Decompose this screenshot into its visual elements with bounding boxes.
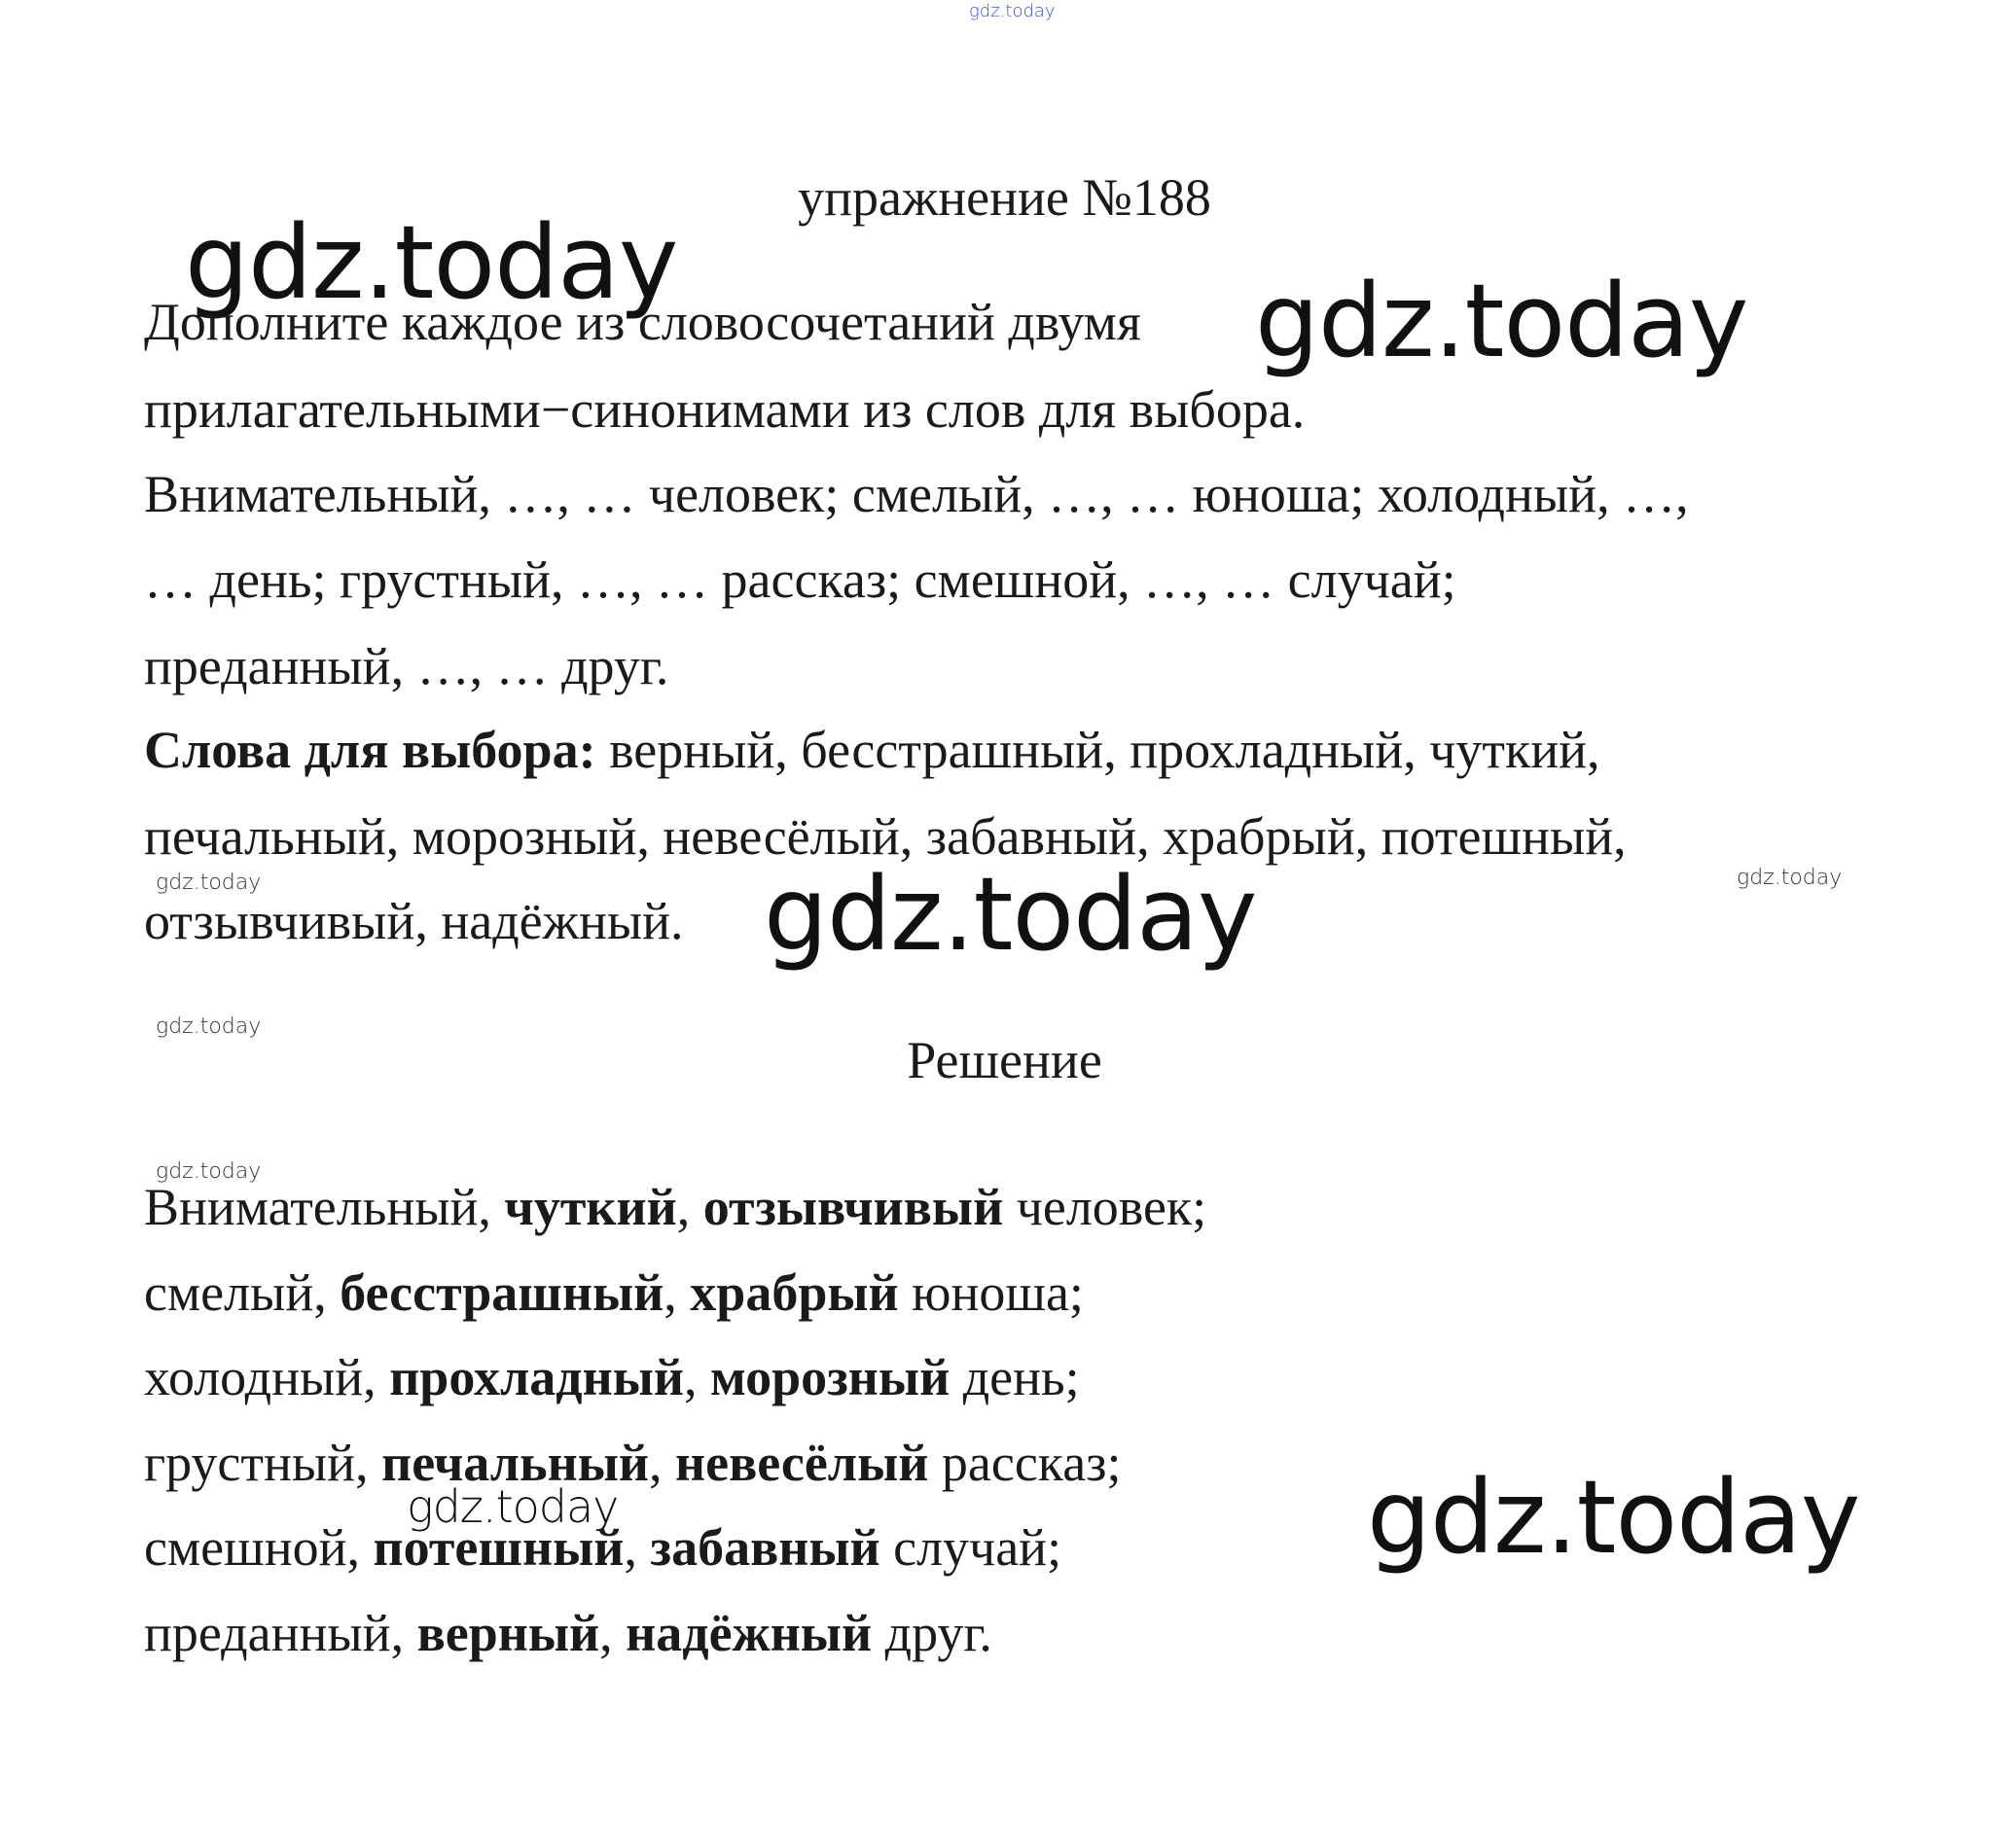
solution-answer: верный: [416, 1604, 600, 1662]
watermark: gdz.today: [1255, 262, 1748, 380]
solution-text: человек;: [1003, 1178, 1207, 1236]
watermark: gdz.today: [1367, 1458, 1860, 1577]
solution-line: [144, 1259, 1084, 1327]
exercise-title: упражнение №188: [798, 168, 1211, 227]
solution-answer: надёжный: [626, 1604, 873, 1662]
solution-text: день;: [950, 1348, 1080, 1406]
words-list: верный, бесстрашный, прохладный, чуткий,: [595, 721, 1600, 779]
solution-text: холодный,: [144, 1348, 390, 1406]
task-line: преданный, …, … друг.: [144, 637, 669, 695]
solution-line: [144, 1429, 1122, 1497]
watermark: gdz.today: [764, 855, 1257, 974]
solution-answer: невесёлый: [675, 1434, 929, 1492]
solution-answer: печальный: [381, 1434, 649, 1492]
words-line: печальный, морозный, невесёлый, забавный, храбрый, потешный,: [144, 807, 1627, 866]
words-line: отзывчивый, надёжный.: [144, 892, 684, 950]
solution-text: смелый,: [144, 1263, 341, 1322]
solution-answer: отзывчивый: [702, 1178, 1004, 1236]
solution-line: [144, 1173, 1206, 1241]
solution-separator: ,: [664, 1263, 691, 1322]
watermark: gdz.today: [156, 1159, 262, 1184]
task-line: прилагательными−синонимами из слов для выбора.: [144, 380, 1306, 439]
task-line: … день; грустный, …, … рассказ; смешной, …, … случай;: [144, 551, 1456, 609]
watermark: gdz.today: [969, 1, 1056, 21]
solution-text: смешной,: [144, 1518, 374, 1577]
solution-text: юноша;: [898, 1263, 1084, 1322]
solution-answer: чуткий: [504, 1178, 677, 1236]
solution-title: Решение: [907, 1031, 1102, 1089]
solution-answer: потешный: [373, 1518, 625, 1577]
solution-text: преданный,: [144, 1604, 417, 1662]
solution-line: [144, 1599, 992, 1667]
solution-answer: бесстрашный: [340, 1263, 664, 1322]
task-line: Дополните каждое из словосочетаний двумя: [144, 293, 1141, 351]
solution-answer: морозный: [710, 1348, 951, 1406]
solution-separator: ,: [624, 1518, 651, 1577]
watermark: gdz.today: [156, 1014, 262, 1039]
solution-text: друг.: [872, 1604, 992, 1662]
solution-separator: ,: [599, 1604, 627, 1662]
solution-separator: ,: [684, 1348, 710, 1406]
watermark: gdz.today: [407, 1480, 619, 1533]
solution-answer: храбрый: [690, 1263, 899, 1322]
words-line: [144, 716, 1600, 784]
solution-line: [144, 1343, 1080, 1411]
solution-answer: прохладный: [389, 1348, 684, 1406]
words-label: Слова для выбора:: [144, 721, 596, 779]
solution-text: случай;: [879, 1518, 1062, 1577]
solution-separator: ,: [676, 1178, 703, 1236]
solution-separator: ,: [649, 1434, 675, 1492]
solution-text: грустный,: [144, 1434, 382, 1492]
solution-text: рассказ;: [928, 1434, 1122, 1492]
watermark: gdz.today: [156, 871, 262, 895]
solution-line: [144, 1513, 1061, 1581]
watermark: gdz.today: [185, 203, 678, 322]
watermark: gdz.today: [1737, 866, 1843, 890]
solution-answer: забавный: [650, 1518, 880, 1577]
solution-text: Внимательный,: [144, 1178, 505, 1236]
task-line: Внимательный, …, … человек; смелый, …, … юноша; холодный, …,: [144, 465, 1689, 523]
